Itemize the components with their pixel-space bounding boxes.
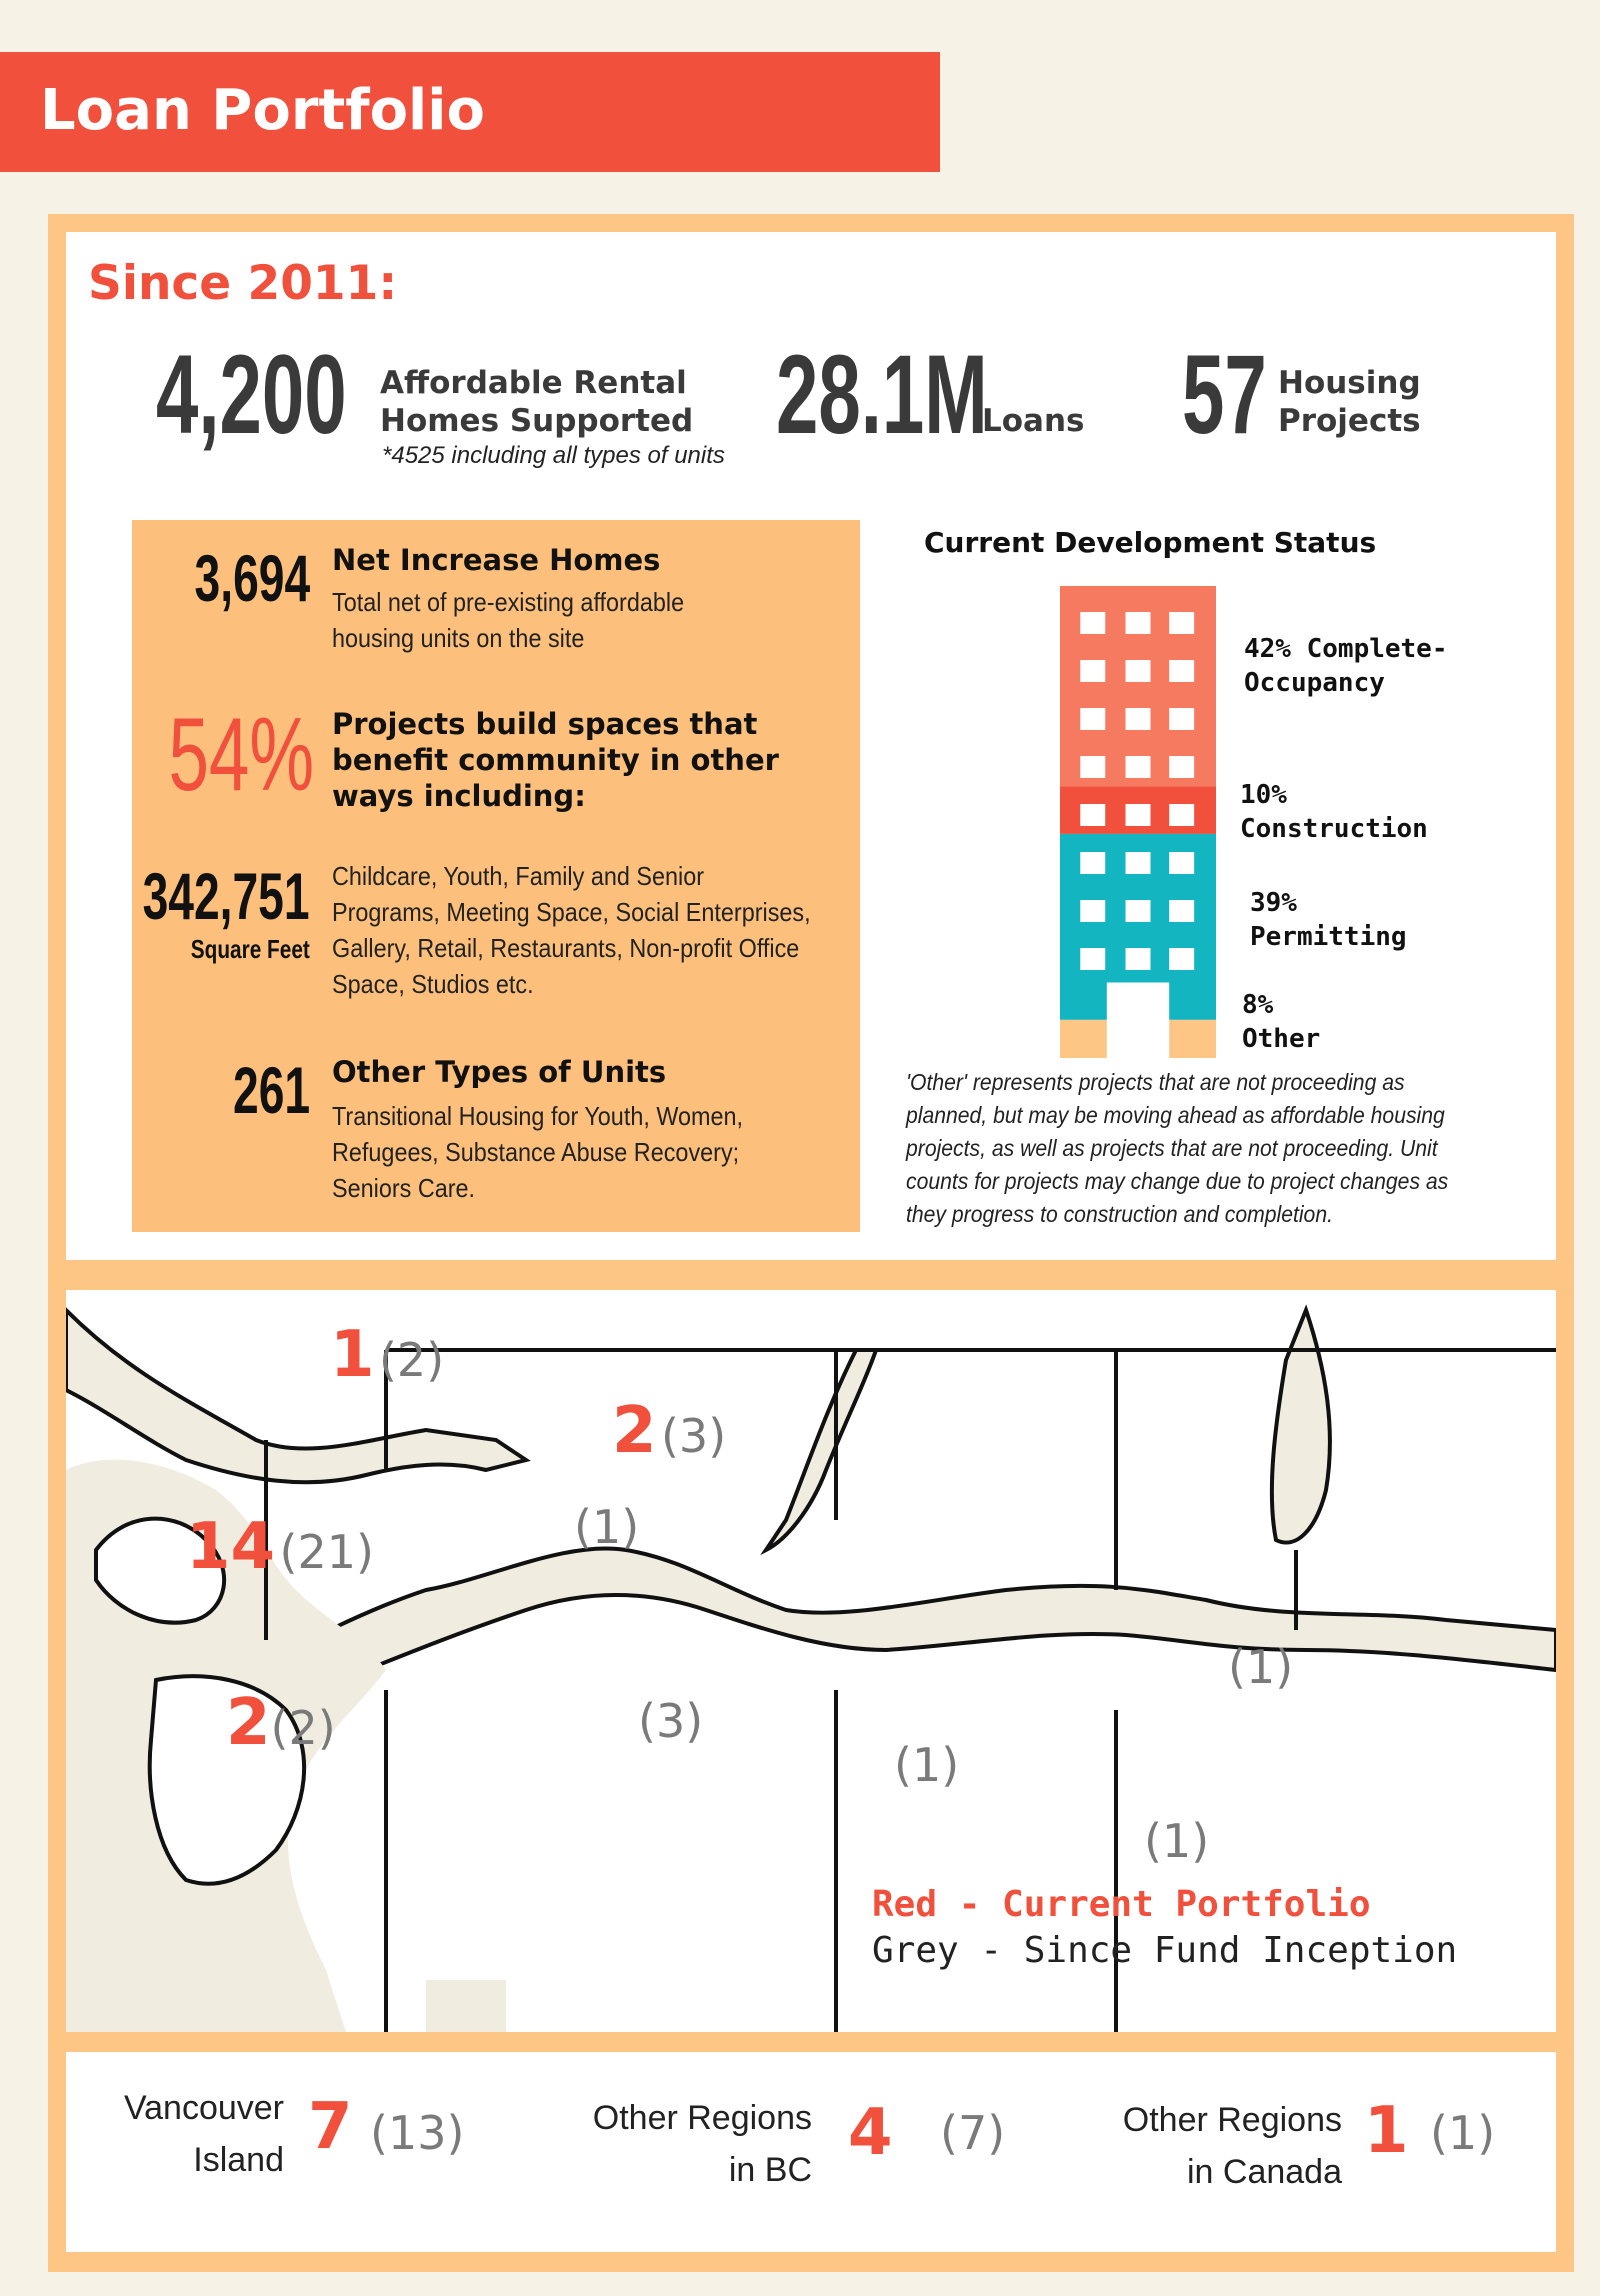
other-text bbox=[332, 1098, 743, 1206]
pct-title-line1: Projects build spaces that bbox=[332, 707, 758, 741]
map-count-6 bbox=[638, 1694, 703, 1748]
sqft-text-line3: Gallery, Retail, Restaurants, Non-profit Office bbox=[332, 933, 800, 963]
loans-value: 28.1M bbox=[776, 332, 988, 457]
building-window bbox=[1126, 852, 1151, 874]
other-value: 261 bbox=[232, 1053, 310, 1127]
map-count-3-grey: (1) bbox=[574, 1500, 640, 1554]
region-vi-line2: Island bbox=[193, 2141, 284, 2179]
status-label-permitting bbox=[1250, 886, 1407, 954]
building-window bbox=[1126, 900, 1151, 922]
pct-value: 54% bbox=[168, 697, 314, 813]
region-bc-grey: (7) bbox=[940, 2106, 1006, 2160]
sqft-text-line2: Programs, Meeting Space, Social Enterprises, bbox=[332, 897, 811, 927]
building-window bbox=[1169, 804, 1194, 826]
pct-title-line2: benefit community in other bbox=[332, 743, 779, 777]
status-complete-pct: 42% Complete- bbox=[1244, 634, 1448, 664]
region-bc-line1: Other Regions bbox=[592, 2099, 812, 2137]
pct-title-line3: ways including: bbox=[332, 779, 586, 813]
net-value: 3,694 bbox=[194, 541, 310, 615]
map-count-4 bbox=[186, 1510, 374, 1584]
header-banner bbox=[0, 52, 940, 172]
status-title: Current Development Status bbox=[924, 526, 1377, 559]
region-bc-red: 4 bbox=[848, 2096, 893, 2170]
net-text-line2: housing units on the site bbox=[332, 623, 585, 653]
building-window bbox=[1080, 708, 1105, 730]
status-disclaimer: 'Other' represents projects that are not proceeding as planned, but may be moving ahead as affordable housing projects, as well as projects that are not proceeding. Unit counts for projects may change due to project changes as they progress to construction and completion. bbox=[906, 1069, 1449, 1227]
building-window bbox=[1169, 756, 1194, 778]
loans-label: Loans bbox=[982, 403, 1085, 439]
map-count-5 bbox=[226, 1686, 336, 1760]
sqft-text-line4: Space, Studios etc. bbox=[332, 969, 534, 999]
homes-label-line2: Homes Supported bbox=[380, 403, 694, 439]
legend-inception: Grey - Since Fund Inception bbox=[872, 1930, 1458, 1971]
status-label-other bbox=[1242, 988, 1320, 1056]
status-label-complete bbox=[1244, 632, 1448, 700]
building-window bbox=[1169, 852, 1194, 874]
building-window bbox=[1169, 660, 1194, 682]
building-window bbox=[1080, 660, 1105, 682]
homes-label-line1: Affordable Rental bbox=[380, 365, 687, 401]
region-vi-label bbox=[124, 2082, 284, 2186]
status-label-construction bbox=[1240, 778, 1428, 846]
other-text-line2: Refugees, Substance Abuse Recovery; bbox=[332, 1137, 740, 1167]
map-count-1 bbox=[330, 1318, 444, 1392]
map-count-2-red: 2 bbox=[612, 1394, 657, 1468]
building-window bbox=[1080, 756, 1105, 778]
sqft-value: 342,751 bbox=[142, 859, 310, 933]
other-text-line1: Transitional Housing for Youth, Women, bbox=[332, 1101, 744, 1131]
sqft-text bbox=[332, 858, 811, 1002]
building-status-graphic bbox=[1060, 586, 1216, 1058]
status-construction-pct: 10% bbox=[1240, 780, 1287, 810]
building-window bbox=[1080, 804, 1105, 826]
building-window bbox=[1080, 852, 1105, 874]
projects-label-line2: Projects bbox=[1278, 403, 1421, 439]
homes-note: *4525 including all types of units bbox=[382, 442, 725, 469]
building-window bbox=[1080, 900, 1105, 922]
status-other-name: Other bbox=[1242, 1024, 1321, 1054]
building-window bbox=[1126, 804, 1151, 826]
map-count-9 bbox=[1144, 1814, 1209, 1868]
status-permitting-pct: 39% bbox=[1250, 888, 1297, 918]
sqft-text-line1: Childcare, Youth, Family and Senior bbox=[332, 861, 705, 891]
building-window bbox=[1126, 948, 1151, 970]
region-ca-label bbox=[1123, 2094, 1342, 2198]
building-window bbox=[1169, 708, 1194, 730]
map-count-4-red: 14 bbox=[186, 1510, 276, 1584]
building-window bbox=[1080, 612, 1105, 634]
sqft-unit: Square Feet bbox=[190, 934, 310, 964]
building-window bbox=[1126, 660, 1151, 682]
building-window bbox=[1126, 708, 1151, 730]
status-permitting-name: Permitting bbox=[1250, 922, 1407, 952]
map-count-7-grey: (1) bbox=[894, 1738, 960, 1792]
building-window bbox=[1080, 948, 1105, 970]
building-door bbox=[1107, 982, 1169, 1058]
region-vi-grey: (13) bbox=[370, 2106, 465, 2160]
legend-current: Red - Current Portfolio bbox=[872, 1884, 1371, 1925]
page-title: Loan Portfolio bbox=[40, 78, 485, 143]
building-window bbox=[1169, 948, 1194, 970]
net-title: Net Increase Homes bbox=[332, 543, 661, 577]
status-complete-name: Occupancy bbox=[1244, 668, 1385, 698]
map-count-2-grey: (3) bbox=[660, 1409, 727, 1463]
region-vi-line1: Vancouver bbox=[123, 2089, 284, 2127]
region-ca-line2: in Canada bbox=[1186, 2153, 1342, 2191]
map-count-8 bbox=[1228, 1640, 1293, 1694]
map-count-5-grey: (2) bbox=[270, 1701, 336, 1755]
net-text-line1: Total net of pre-existing affordable bbox=[332, 587, 685, 617]
region-ca-grey: (1) bbox=[1430, 2106, 1496, 2160]
pct-title bbox=[332, 706, 779, 814]
homes-value: 4,200 bbox=[156, 332, 347, 457]
projects-label bbox=[1278, 364, 1421, 440]
map-count-9-grey: (1) bbox=[1144, 1814, 1210, 1868]
projects-value: 57 bbox=[1182, 332, 1267, 457]
status-construction-name: Construction bbox=[1240, 814, 1428, 844]
map-count-3 bbox=[574, 1500, 639, 1554]
region-ca-red: 1 bbox=[1364, 2094, 1409, 2168]
region-vi-red: 7 bbox=[308, 2090, 353, 2164]
map-count-7 bbox=[894, 1738, 959, 1792]
region-bc-line2: in BC bbox=[728, 2151, 812, 2189]
other-text-line3: Seniors Care. bbox=[332, 1173, 476, 1203]
map-count-5-red: 2 bbox=[226, 1686, 271, 1760]
map-count-2 bbox=[612, 1394, 726, 1468]
map-count-1-grey: (2) bbox=[378, 1333, 445, 1387]
building-window bbox=[1126, 756, 1151, 778]
region-bc-label bbox=[593, 2092, 812, 2196]
map-count-4-grey: (21) bbox=[279, 1525, 374, 1579]
net-text bbox=[332, 584, 684, 656]
region-ca-line1: Other Regions bbox=[1122, 2101, 1342, 2139]
building-window bbox=[1169, 900, 1194, 922]
map-count-1-red: 1 bbox=[330, 1318, 375, 1392]
map-count-6-grey: (3) bbox=[638, 1694, 704, 1748]
since-heading: Since 2011: bbox=[88, 256, 398, 311]
map-count-8-grey: (1) bbox=[1228, 1640, 1294, 1694]
other-title: Other Types of Units bbox=[332, 1055, 667, 1089]
status-other-pct: 8% bbox=[1242, 990, 1274, 1020]
homes-label bbox=[380, 364, 693, 440]
building-window bbox=[1169, 612, 1194, 634]
building-window bbox=[1126, 612, 1151, 634]
projects-label-line1: Housing bbox=[1278, 365, 1421, 401]
